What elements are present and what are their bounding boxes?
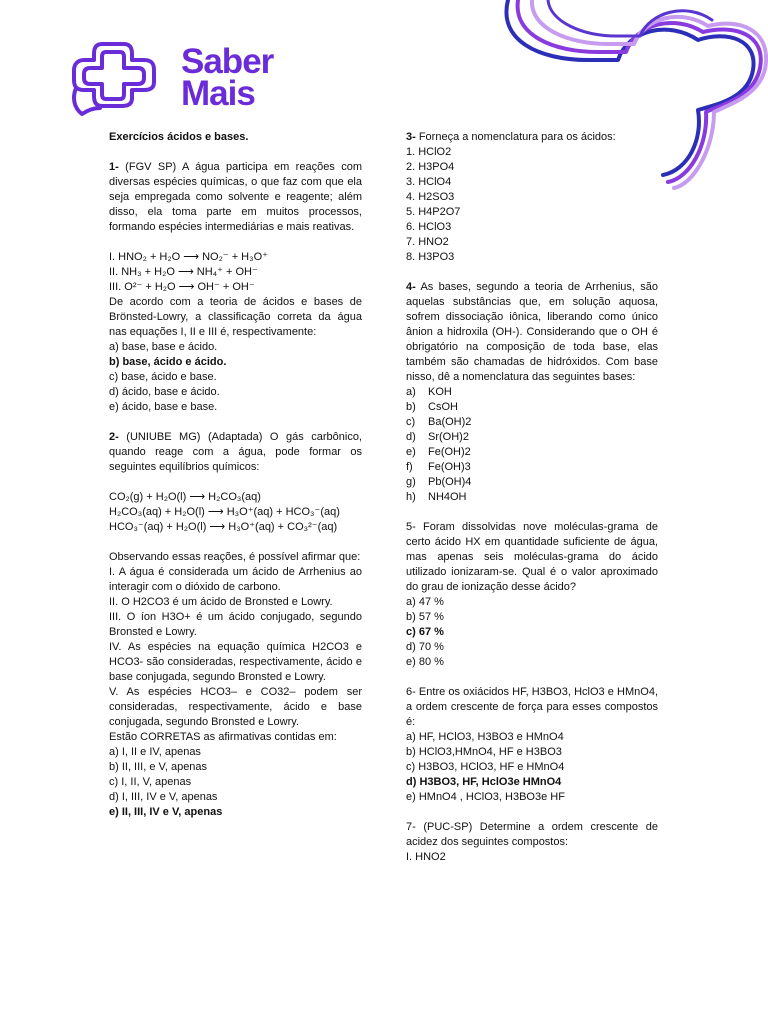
question-text (109, 160, 362, 235)
text-line: 2. H3PO4 (406, 161, 455, 173)
text-line: a) base, base e ácido. (109, 341, 218, 353)
text-line: a) HF, HClO3, H3BO3 e HMnO4 (406, 731, 564, 743)
spacer (406, 505, 658, 520)
option-item (406, 460, 658, 475)
text-line: a) 47 % (406, 596, 444, 608)
question-body: (FGV SP) A água participa em reações com diversas espécies químicas, o que faz com que ela seja empregada como solvente e reagente; além disso, ela toma parte em muitos processos, formando espécies intermediárias e mais reativas. (109, 161, 362, 233)
text-line: Estão CORRETAS as afirmativas contidas em: (109, 731, 337, 743)
saber-mais-logo-icon (66, 38, 166, 118)
option-item (406, 445, 658, 460)
option-item (406, 400, 658, 415)
spacer (109, 535, 362, 550)
text-line: d) I, III, IV e V, apenas (109, 791, 218, 803)
spacer (109, 145, 362, 160)
spacer (109, 415, 362, 430)
question-body: (UNIUBE MG) (Adaptada) O gás carbônico, quando reage com a água, pode formar os seguintes equilíbrios químicos: (109, 431, 362, 473)
option-text: Fe(OH)2 (428, 446, 471, 458)
text-line: 5. H4P2O7 (406, 206, 461, 218)
text-line: 3. HClO4 (406, 176, 452, 188)
question-number: 2- (109, 431, 119, 443)
question-text (109, 430, 362, 475)
spacer (406, 670, 658, 685)
section-title: Exercícios ácidos e bases. (109, 131, 249, 143)
text-line: e) ácido, base e base. (109, 401, 218, 413)
text-line: 7. HNO2 (406, 236, 449, 248)
left-column (109, 130, 362, 820)
brand-line-2: Mais (181, 74, 255, 113)
text-line: I. HNO2 (406, 851, 446, 863)
text-line: II. NH₃ + H₂O ⟶ NH₄⁺ + OH⁻ (109, 266, 258, 278)
option-key: a) (406, 386, 416, 398)
text-line: 1. HClO2 (406, 146, 452, 158)
text-line: b) HClO3,HMnO4, HF e H3BO3 (406, 746, 562, 758)
text-line: d) ácido, base e ácido. (109, 386, 220, 398)
paragraph: De acordo com a teoria de ácidos e bases de Brönsted-Lowry, a classificação correta da água nas equações I, II e III é, respectivamente: (109, 296, 362, 338)
option-item (406, 415, 658, 430)
option-key: e) (406, 446, 416, 458)
text-line: c) H3BO3, HClO3, HF e HMnO4 (406, 761, 565, 773)
option-text: NH4OH (428, 491, 467, 503)
paragraph: 7- (PUC-SP) Determine a ordem crescente de acidez dos seguintes compostos: (406, 821, 658, 848)
paragraph: IV. As espécies na equação química H2CO3 e HCO3- são consideradas, respectivamente, ácido e base conjugada, segundo Bronsted e Lowry. (109, 641, 362, 683)
paragraph: 6- Entre os oxiácidos HF, H3BO3, HclO3 e HMnO4, a ordem crescente de força para esses compostos é: (406, 686, 658, 728)
text-line: a) I, II e IV, apenas (109, 746, 201, 758)
question-text (406, 280, 658, 385)
text-line: I. HNO₂ + H₂O ⟶ NO₂⁻ + H₃O⁺ (109, 251, 268, 263)
question-number: 3- (406, 131, 416, 143)
text-line: e) II, III, IV e V, apenas (109, 806, 223, 818)
paragraph: Observando essas reações, é possível afirmar que: (109, 551, 361, 563)
text-line: c) base, ácido e base. (109, 371, 217, 383)
question-number: 1- (109, 161, 119, 173)
text-line: HCO₃⁻(aq) + H₂O(l) ⟶ H₃O⁺(aq) + CO₃²⁻(aq) (109, 521, 338, 533)
brand-line-1: Saber (181, 42, 274, 81)
spacer (406, 805, 658, 820)
brand-wordmark (181, 42, 274, 113)
text-line: H₂CO₃(aq) + H₂O(l) ⟶ H₃O⁺(aq) + HCO₃⁻(aq) (109, 506, 340, 518)
text-line: d) 70 % (406, 641, 444, 653)
text-line: 8. H3PO3 (406, 251, 455, 263)
text-line: CO₂(g) + H₂O(l) ⟶ H₂CO₃(aq) (109, 491, 261, 503)
question-number: 4- (406, 281, 416, 293)
question-body: Forneça a nomenclatura para os ácidos: (415, 131, 616, 143)
text-line: d) H3BO3, HF, HclO3e HMnO4 (406, 776, 562, 788)
spacer (109, 235, 362, 250)
paragraph: 5- Foram dissolvidas nove moléculas-grama de certo ácido HX em quantidade suficiente de água, mas apenas seis moléculas-grama do ácido utilizado ionizaram-se. Qual é o valor aproximado do grau de ionização desse ácido? (406, 521, 658, 593)
option-key: h) (406, 491, 416, 503)
option-key: f) (406, 461, 413, 473)
paragraph: III. O íon H3O+ é um ácido conjugado, segundo Bronsted e Lowry. (109, 611, 362, 638)
text-line: e) 80 % (406, 656, 444, 668)
question-text (406, 130, 658, 145)
question-body: As bases, segundo a teoria de Arrhenius, são aquelas substâncias que, em solução aquosa, sofrem dissociação iônica, liberando como único ânion a hidroxila (OH-). Considerando que o OH é obrigatório na composição de toda base, elas também são chamadas de hidróxidos. Com base nisso, dê a nomenclatura das seguintes bases: (406, 281, 658, 383)
option-text: Ba(OH)2 (428, 416, 472, 428)
text-line: 4. H2SO3 (406, 191, 455, 203)
right-column (406, 130, 658, 865)
text-line: b) II, III, e V, apenas (109, 761, 208, 773)
option-text: CsOH (428, 401, 458, 413)
option-item (406, 430, 658, 445)
option-key: d) (406, 431, 416, 443)
text-line: b) 57 % (406, 611, 444, 623)
spacer (109, 475, 362, 490)
text-line: e) HMnO4 , HClO3, H3BO3e HF (406, 791, 565, 803)
option-item (406, 385, 658, 400)
text-line: b) base, ácido e ácido. (109, 356, 227, 368)
option-text: Sr(OH)2 (428, 431, 469, 443)
option-key: b) (406, 401, 416, 413)
option-text: KOH (428, 386, 452, 398)
text-line: c) 67 % (406, 626, 444, 638)
option-text: Pb(OH)4 (428, 476, 472, 488)
option-key: c) (406, 416, 416, 428)
spacer (406, 265, 658, 280)
text-line: III. O²⁻ + H₂O ⟶ OH⁻ + OH⁻ (109, 281, 255, 293)
option-text: Fe(OH)3 (428, 461, 471, 473)
option-item (406, 490, 658, 505)
option-item (406, 475, 658, 490)
text-line: c) I, II, V, apenas (109, 776, 192, 788)
text-line: 6. HClO3 (406, 221, 452, 233)
paragraph: I. A água é considerada um ácido de Arrhenius ao interagir com o dióxido de carbono. (109, 566, 362, 593)
paragraph: II. O H2CO3 é um ácido de Bronsted e Lowry. (109, 596, 333, 608)
paragraph: V. As espécies HCO3– e CO32– podem ser consideradas, respectivamente, ácido e base conjugada, segundo Bronsted e Lowry. (109, 686, 362, 728)
option-key: g) (406, 476, 416, 488)
